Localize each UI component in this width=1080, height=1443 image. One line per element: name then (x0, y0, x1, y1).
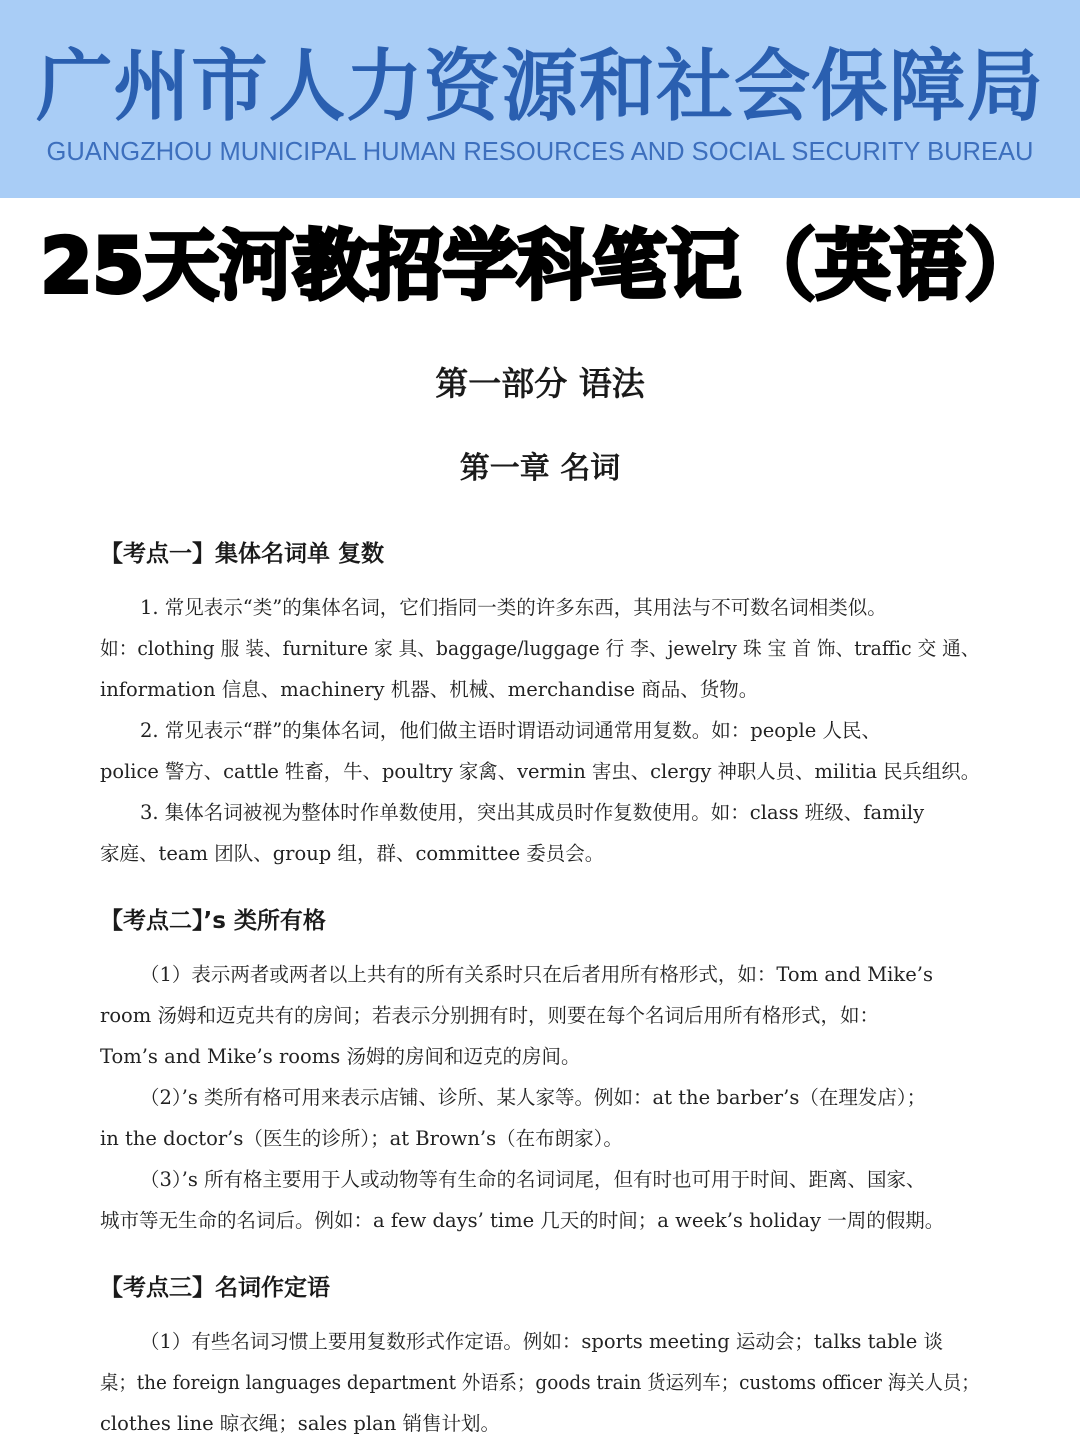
paragraph-line: Tom’s and Mike’s rooms 汤姆的房间和迈克的房间。 (100, 1045, 581, 1068)
paragraph-line: 城市等无生命的名词后。例如：a few days’ time 几天的时间；a week’s holiday 一周的假期。 (100, 1209, 945, 1232)
paragraph-line: 桌；the foreign languages department 外语系；goods train 货运列车；customs officer 海关人员； (100, 1371, 980, 1394)
part-title: 第一部分 语法 (435, 364, 645, 403)
paragraph-line: clothes line 晾衣绳；sales plan 销售计划。 (100, 1412, 501, 1435)
paragraph-line: （3）’s 所有格主要用于人或动物等有生命的名词词尾，但有时也可用于时间、距离、国家、 (140, 1168, 926, 1191)
chapter-title: 第一章 名词 (459, 451, 621, 486)
page-headline: 25天河教招学科笔记（英语） (40, 221, 1040, 310)
org-name-en: GUANGZHOU MUNICIPAL HUMAN RESOURCES AND SOCIAL SECURITY BUREAU (46, 136, 1034, 166)
paragraph-line: 3. 集体名词被视为整体时作单数使用，突出其成员时作复数使用。如：class 班级、family (140, 801, 925, 824)
paragraph-line: （2）’s 类所有格可用来表示店铺、诊所、某人家等。例如：at the barber’s（在理发店）； (140, 1086, 927, 1109)
paragraph-line: 如：clothing 服 装、furniture 家 具、baggage/luggage 行 李、jewelry 珠 宝 首 饰、traffic 交 通、 (100, 637, 980, 660)
paragraph-line: room 汤姆和迈克共有的房间；若表示分别拥有时，则要在每个名词后用所有格形式，如： (100, 1004, 879, 1027)
org-name-cn: 广州市人力资源和社会保障局 (35, 42, 1044, 132)
paragraph-line: information 信息、machinery 机器、机械、merchandise 商品、货物。 (100, 678, 759, 701)
paragraph-line: 1. 常见表示“类”的集体名词，它们指同一类的许多东西，其用法与不可数名词相类似。 (140, 596, 887, 619)
paragraph-line: police 警方、cattle 牲畜，牛、poultry 家禽、vermin 害虫、clergy 神职人员、militia 民兵组织。 (100, 760, 981, 783)
paragraph-line: 2. 常见表示“群”的集体名词，他们做主语时谓语动词通常用复数。如：people 人民、 (140, 719, 881, 742)
paragraph-line: 家庭、team 团队、group 组，群、committee 委员会。 (100, 842, 605, 865)
section-heading-2: 【考点二】’s 类所有格 (100, 908, 326, 934)
header-banner (0, 0, 1080, 198)
paragraph-line: （1）表示两者或两者以上共有的所有关系时只在后者用所有格形式，如：Tom and Mike’s (140, 963, 933, 986)
paragraph-line: （1）有些名词习惯上要用复数形式作定语。例如：sports meeting 运动会；talks table 谈 (140, 1330, 944, 1353)
paragraph-line: in the doctor’s（医生的诊所）；at Brown’s（在布朗家）。 (100, 1127, 623, 1150)
section-heading-1: 【考点一】集体名词单 复数 (100, 541, 385, 567)
section-heading-3: 【考点三】名词作定语 (100, 1275, 330, 1301)
